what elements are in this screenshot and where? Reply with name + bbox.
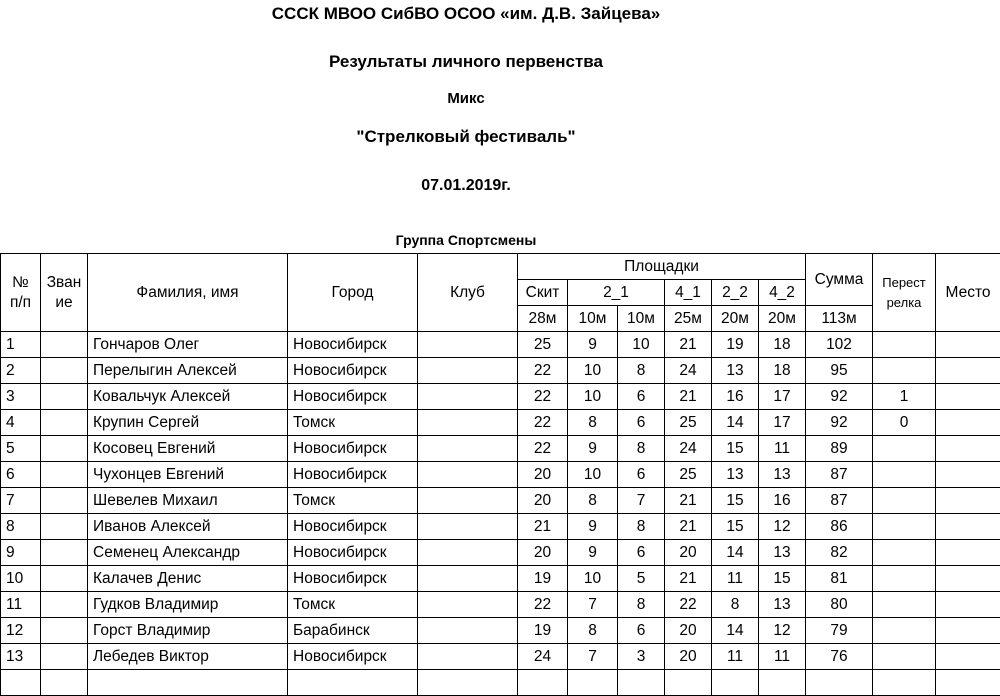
table-row <box>1 644 1000 670</box>
row-club <box>418 670 518 696</box>
row-rank <box>41 384 88 410</box>
row-score: 7 <box>568 592 618 618</box>
col-header-city: Город <box>288 254 418 332</box>
col-header-club: Клуб <box>418 254 518 332</box>
row-sum: 89 <box>806 436 873 462</box>
row-city: Новосибирск <box>288 566 418 592</box>
row-shootoff <box>873 540 936 566</box>
row-place <box>936 332 1000 358</box>
row-name: Косовец Евгений <box>88 436 288 462</box>
table-row <box>1 618 1000 644</box>
row-score: 6 <box>618 540 665 566</box>
row-sum: 82 <box>806 540 873 566</box>
row-score: 11 <box>712 566 759 592</box>
row-score: 21 <box>665 332 712 358</box>
row-score <box>568 670 618 696</box>
row-rank <box>41 644 88 670</box>
row-score: 20 <box>665 618 712 644</box>
row-score: 9 <box>568 332 618 358</box>
row-city: Новосибирск <box>288 644 418 670</box>
col-header-platforms: Площадки <box>518 254 806 280</box>
table-row <box>1 384 1000 410</box>
station-4-2: 4_2 <box>759 280 806 306</box>
col-header-sum: Сумма <box>806 254 873 306</box>
row-city: Новосибирск <box>288 540 418 566</box>
row-rank <box>41 462 88 488</box>
distance-cell: 25м <box>665 306 712 332</box>
row-city: Барабинск <box>288 618 418 644</box>
row-score: 8 <box>712 592 759 618</box>
station-skit: Скит <box>518 280 568 306</box>
row-place <box>936 436 1000 462</box>
row-score: 8 <box>618 358 665 384</box>
row-shootoff: 0 <box>873 410 936 436</box>
row-score: 17 <box>759 410 806 436</box>
distance-cell: 113м <box>806 306 873 332</box>
row-score: 10 <box>568 462 618 488</box>
row-score: 25 <box>518 332 568 358</box>
row-club <box>418 514 518 540</box>
row-shootoff <box>873 358 936 384</box>
row-club <box>418 618 518 644</box>
row-score: 14 <box>712 618 759 644</box>
row-shootoff <box>873 566 936 592</box>
row-club <box>418 566 518 592</box>
row-score <box>665 670 712 696</box>
row-number <box>1 670 41 696</box>
row-number: 2 <box>1 358 41 384</box>
row-city: Новосибирск <box>288 358 418 384</box>
results-table <box>0 253 1000 696</box>
row-score: 18 <box>759 332 806 358</box>
row-score: 22 <box>518 384 568 410</box>
row-score: 20 <box>518 462 568 488</box>
row-club <box>418 384 518 410</box>
row-score: 6 <box>618 384 665 410</box>
event-date: 07.01.2019г. <box>0 177 966 195</box>
table-row <box>1 332 1000 358</box>
row-score: 13 <box>759 462 806 488</box>
col-header-place: Место <box>936 254 1000 332</box>
row-rank <box>41 488 88 514</box>
row-city <box>288 670 418 696</box>
row-shootoff <box>873 592 936 618</box>
row-score: 11 <box>712 644 759 670</box>
row-shootoff <box>873 670 936 696</box>
document-title: Результаты личного первенства <box>0 52 966 72</box>
row-rank <box>41 592 88 618</box>
row-place <box>936 462 1000 488</box>
row-score: 14 <box>712 410 759 436</box>
row-score: 19 <box>518 618 568 644</box>
row-score: 5 <box>618 566 665 592</box>
table-row <box>1 358 1000 384</box>
row-score: 16 <box>712 384 759 410</box>
col-header-rank: Зван ие <box>41 254 88 332</box>
row-name: Семенец Александр <box>88 540 288 566</box>
row-name: Лебедев Виктор <box>88 644 288 670</box>
row-score: 8 <box>568 410 618 436</box>
row-score: 10 <box>618 332 665 358</box>
row-score: 12 <box>759 618 806 644</box>
row-score: 9 <box>568 514 618 540</box>
row-place <box>936 618 1000 644</box>
row-score: 20 <box>518 488 568 514</box>
row-score: 15 <box>712 436 759 462</box>
row-name: Шевелев Михаил <box>88 488 288 514</box>
row-club <box>418 488 518 514</box>
row-rank <box>41 436 88 462</box>
table-row <box>1 540 1000 566</box>
row-score: 24 <box>665 358 712 384</box>
row-sum: 80 <box>806 592 873 618</box>
results-body <box>1 332 1000 696</box>
row-sum: 87 <box>806 462 873 488</box>
row-rank <box>41 358 88 384</box>
row-score: 24 <box>665 436 712 462</box>
row-sum: 86 <box>806 514 873 540</box>
row-name: Чухонцев Евгений <box>88 462 288 488</box>
distance-cell: 20м <box>712 306 759 332</box>
row-number: 12 <box>1 618 41 644</box>
row-sum: 95 <box>806 358 873 384</box>
row-shootoff <box>873 436 936 462</box>
row-sum: 79 <box>806 618 873 644</box>
row-score: 21 <box>665 384 712 410</box>
row-place <box>936 566 1000 592</box>
table-row <box>1 462 1000 488</box>
distance-cell: 10м <box>618 306 665 332</box>
row-shootoff <box>873 488 936 514</box>
row-score <box>712 670 759 696</box>
row-place <box>936 410 1000 436</box>
row-number: 13 <box>1 644 41 670</box>
row-shootoff <box>873 462 936 488</box>
row-shootoff <box>873 332 936 358</box>
row-score: 3 <box>618 644 665 670</box>
row-number: 3 <box>1 384 41 410</box>
row-score: 8 <box>618 592 665 618</box>
row-city: Новосибирск <box>288 436 418 462</box>
row-city: Томск <box>288 488 418 514</box>
row-score: 8 <box>568 618 618 644</box>
row-score: 21 <box>665 488 712 514</box>
row-place <box>936 540 1000 566</box>
row-club <box>418 540 518 566</box>
row-score: 13 <box>759 592 806 618</box>
row-place <box>936 644 1000 670</box>
row-sum: 92 <box>806 410 873 436</box>
row-shootoff <box>873 644 936 670</box>
row-score: 15 <box>759 566 806 592</box>
row-score: 12 <box>759 514 806 540</box>
row-name: Гончаров Олег <box>88 332 288 358</box>
table-row <box>1 488 1000 514</box>
row-number: 4 <box>1 410 41 436</box>
row-score: 10 <box>568 384 618 410</box>
table-row <box>1 514 1000 540</box>
row-rank <box>41 514 88 540</box>
row-name: Гудков Владимир <box>88 592 288 618</box>
station-2-1: 2_1 <box>568 280 665 306</box>
row-score: 20 <box>665 644 712 670</box>
row-club <box>418 462 518 488</box>
row-number: 9 <box>1 540 41 566</box>
row-name: Перелыгин Алексей <box>88 358 288 384</box>
row-club <box>418 332 518 358</box>
distance-cell: 20м <box>759 306 806 332</box>
row-score: 14 <box>712 540 759 566</box>
row-score: 18 <box>759 358 806 384</box>
row-score <box>518 670 568 696</box>
row-number: 10 <box>1 566 41 592</box>
row-score: 6 <box>618 618 665 644</box>
row-score: 13 <box>712 358 759 384</box>
row-score: 9 <box>568 540 618 566</box>
row-number: 8 <box>1 514 41 540</box>
row-sum: 81 <box>806 566 873 592</box>
table-row <box>1 436 1000 462</box>
row-name: Калачев Денис <box>88 566 288 592</box>
header-row-1 <box>1 254 1000 280</box>
row-score: 19 <box>712 332 759 358</box>
row-score: 20 <box>518 540 568 566</box>
row-score: 8 <box>618 514 665 540</box>
row-score: 24 <box>518 644 568 670</box>
row-number: 1 <box>1 332 41 358</box>
row-club <box>418 436 518 462</box>
row-score: 13 <box>759 540 806 566</box>
row-score <box>759 670 806 696</box>
row-sum: 102 <box>806 332 873 358</box>
table-row <box>1 410 1000 436</box>
row-score: 22 <box>518 410 568 436</box>
row-number: 5 <box>1 436 41 462</box>
row-city: Новосибирск <box>288 462 418 488</box>
row-club <box>418 592 518 618</box>
row-sum <box>806 670 873 696</box>
row-score: 25 <box>665 462 712 488</box>
row-score: 22 <box>518 358 568 384</box>
row-score: 7 <box>618 488 665 514</box>
row-score: 13 <box>712 462 759 488</box>
row-city: Новосибирск <box>288 514 418 540</box>
row-score: 21 <box>518 514 568 540</box>
row-score: 17 <box>759 384 806 410</box>
row-name: Горст Владимир <box>88 618 288 644</box>
row-score: 9 <box>568 436 618 462</box>
row-city: Новосибирск <box>288 332 418 358</box>
row-score: 8 <box>568 488 618 514</box>
row-sum: 76 <box>806 644 873 670</box>
row-place <box>936 384 1000 410</box>
organization-title: СССК МВОО СибВО ОСОО «им. Д.В. Зайцева» <box>0 4 966 24</box>
row-score: 15 <box>712 488 759 514</box>
row-name: Крупин Сергей <box>88 410 288 436</box>
row-score: 6 <box>618 462 665 488</box>
row-score: 15 <box>712 514 759 540</box>
row-club <box>418 644 518 670</box>
row-name: Ковальчук Алексей <box>88 384 288 410</box>
row-score: 11 <box>759 644 806 670</box>
distance-cell: 28м <box>518 306 568 332</box>
col-header-number: № п/п <box>1 254 41 332</box>
row-number: 6 <box>1 462 41 488</box>
row-club <box>418 410 518 436</box>
row-name: Иванов Алексей <box>88 514 288 540</box>
row-score: 10 <box>568 358 618 384</box>
category-label: Микс <box>0 90 966 107</box>
row-score: 19 <box>518 566 568 592</box>
row-rank <box>41 332 88 358</box>
row-score: 10 <box>568 566 618 592</box>
table-row <box>1 566 1000 592</box>
row-score: 7 <box>568 644 618 670</box>
row-score: 21 <box>665 566 712 592</box>
col-header-name: Фамилия, имя <box>88 254 288 332</box>
station-4-1: 4_1 <box>665 280 712 306</box>
col-header-shootoff: Перест релка <box>873 254 936 332</box>
event-name: "Стрелковый фестиваль" <box>0 127 966 147</box>
row-number: 11 <box>1 592 41 618</box>
row-score: 20 <box>665 540 712 566</box>
station-2-2: 2_2 <box>712 280 759 306</box>
row-shootoff <box>873 514 936 540</box>
table-row <box>1 670 1000 696</box>
distance-cell: 10м <box>568 306 618 332</box>
row-score: 22 <box>518 436 568 462</box>
row-score: 16 <box>759 488 806 514</box>
row-city: Новосибирск <box>288 384 418 410</box>
row-score: 11 <box>759 436 806 462</box>
row-score: 22 <box>665 592 712 618</box>
row-rank <box>41 540 88 566</box>
row-score <box>618 670 665 696</box>
table-row <box>1 592 1000 618</box>
row-rank <box>41 618 88 644</box>
row-score: 21 <box>665 514 712 540</box>
row-score: 6 <box>618 410 665 436</box>
row-place <box>936 358 1000 384</box>
row-sum: 92 <box>806 384 873 410</box>
row-club <box>418 358 518 384</box>
row-place <box>936 670 1000 696</box>
row-number: 7 <box>1 488 41 514</box>
row-rank <box>41 566 88 592</box>
row-place <box>936 592 1000 618</box>
row-rank <box>41 410 88 436</box>
row-name <box>88 670 288 696</box>
row-place <box>936 514 1000 540</box>
group-label: Группа Спортсмены <box>0 232 966 248</box>
row-rank <box>41 670 88 696</box>
row-score: 25 <box>665 410 712 436</box>
row-sum: 87 <box>806 488 873 514</box>
row-score: 22 <box>518 592 568 618</box>
row-score: 8 <box>618 436 665 462</box>
row-city: Томск <box>288 410 418 436</box>
row-shootoff <box>873 618 936 644</box>
row-shootoff: 1 <box>873 384 936 410</box>
row-place <box>936 488 1000 514</box>
row-city: Томск <box>288 592 418 618</box>
